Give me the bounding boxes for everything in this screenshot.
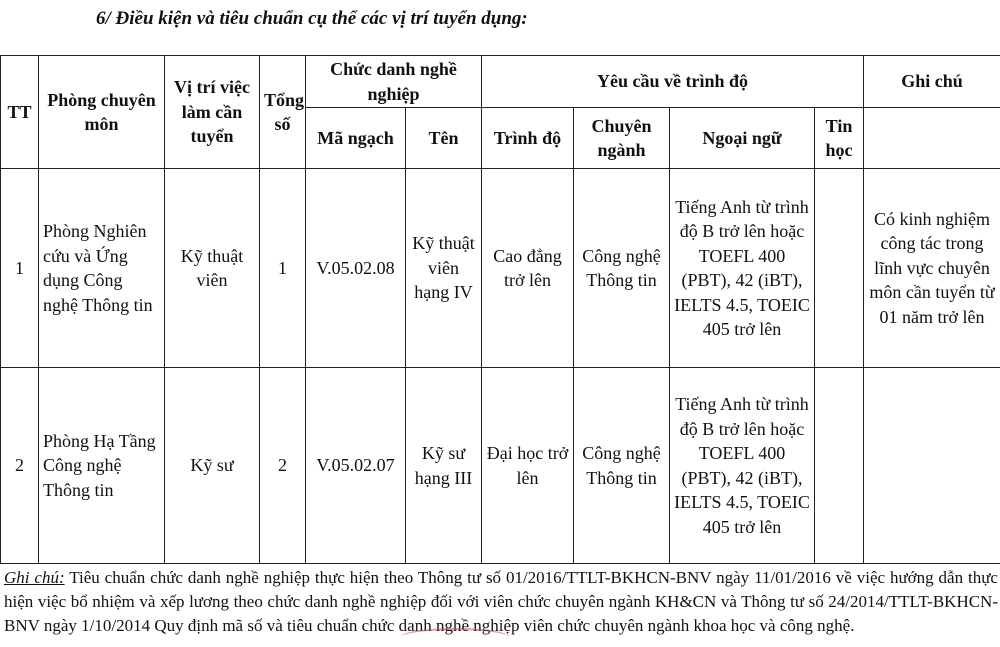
cell-position: Kỹ thuật viên <box>165 169 260 368</box>
cell-major: Công nghệ Thông tin <box>574 169 670 368</box>
cell-level: Đại học trở lên <box>482 368 574 564</box>
col-header-job-title-group: Chức danh nghề nghiệp <box>306 56 482 108</box>
footnote-label: Ghi chú: <box>4 568 65 587</box>
col-header-position: Vị trí việc làm cần tuyển <box>165 56 260 169</box>
cell-it <box>815 169 864 368</box>
cell-notes: Có kinh nghiệm công tác trong lĩnh vực chuyên môn cần tuyển từ 01 năm trở lên <box>864 169 1000 368</box>
cell-code: V.05.02.08 <box>306 169 406 368</box>
cell-major: Công nghệ Thông tin <box>574 368 670 564</box>
cell-name: Kỹ thuật viên hạng IV <box>406 169 482 368</box>
red-stamp-mark <box>400 628 510 647</box>
header-row-1 <box>1 56 1000 108</box>
col-header-tt: TT <box>1 56 39 169</box>
col-header-it: Tin học <box>815 108 864 169</box>
cell-total: 1 <box>260 169 306 368</box>
footnote <box>4 566 998 638</box>
col-header-major: Chuyên ngành <box>574 108 670 169</box>
col-header-requirements-group: Yêu cầu về trình độ <box>482 56 864 108</box>
cell-total: 2 <box>260 368 306 564</box>
cell-level: Cao đẳng trở lên <box>482 169 574 368</box>
col-header-department: Phòng chuyên môn <box>39 56 165 169</box>
footnote-text: Tiêu chuẩn chức danh nghề nghiệp thực hiện theo Thông tư số 01/2016/TTLT-BKHCN-BNV ngày 11/01/2016 về việc hướng dẫn thực hiện việc bổ nhiệm và xếp lương theo chức danh nghề nghiệp đối với viên chức chuyên ngành KH&CN và Thông tư số 24/2014/TTLT-BKHCN-BNV ngày 1/10/2014 Quy định mã số và tiêu chuẩn chức danh nghề nghiệp viên chức chuyên ngành khoa học và công nghệ. <box>4 568 998 635</box>
col-header-notes: Ghi chú <box>864 56 1000 108</box>
cell-notes <box>864 368 1000 564</box>
table-row <box>1 169 1000 368</box>
cell-code: V.05.02.07 <box>306 368 406 564</box>
cell-language: Tiếng Anh từ trình độ B trở lên hoặc TOEFL 400 (PBT), 42 (iBT), IELTS 4.5, TOEIC 405 trở lên <box>670 169 815 368</box>
cell-tt: 2 <box>1 368 39 564</box>
section-heading: 6/ Điều kiện và tiêu chuẩn cụ thể các vị trí tuyển dụng: <box>96 6 528 32</box>
recruitment-table <box>0 55 1000 564</box>
col-header-code: Mã ngạch <box>306 108 406 169</box>
col-header-name: Tên <box>406 108 482 169</box>
col-header-notes-blank <box>864 108 1000 169</box>
col-header-level: Trình độ <box>482 108 574 169</box>
cell-name: Kỹ sư hạng III <box>406 368 482 564</box>
cell-position: Kỹ sư <box>165 368 260 564</box>
cell-department: Phòng Nghiên cứu và Ứng dụng Công nghệ Thông tin <box>39 169 165 368</box>
cell-language: Tiếng Anh từ trình độ B trở lên hoặc TOEFL 400 (PBT), 42 (iBT), IELTS 4.5, TOEIC 405 trở lên <box>670 368 815 564</box>
table-row <box>1 368 1000 564</box>
col-header-language: Ngoại ngữ <box>670 108 815 169</box>
col-header-total: Tổng số <box>260 56 306 169</box>
cell-it <box>815 368 864 564</box>
cell-tt: 1 <box>1 169 39 368</box>
cell-department: Phòng Hạ Tầng Công nghệ Thông tin <box>39 368 165 564</box>
